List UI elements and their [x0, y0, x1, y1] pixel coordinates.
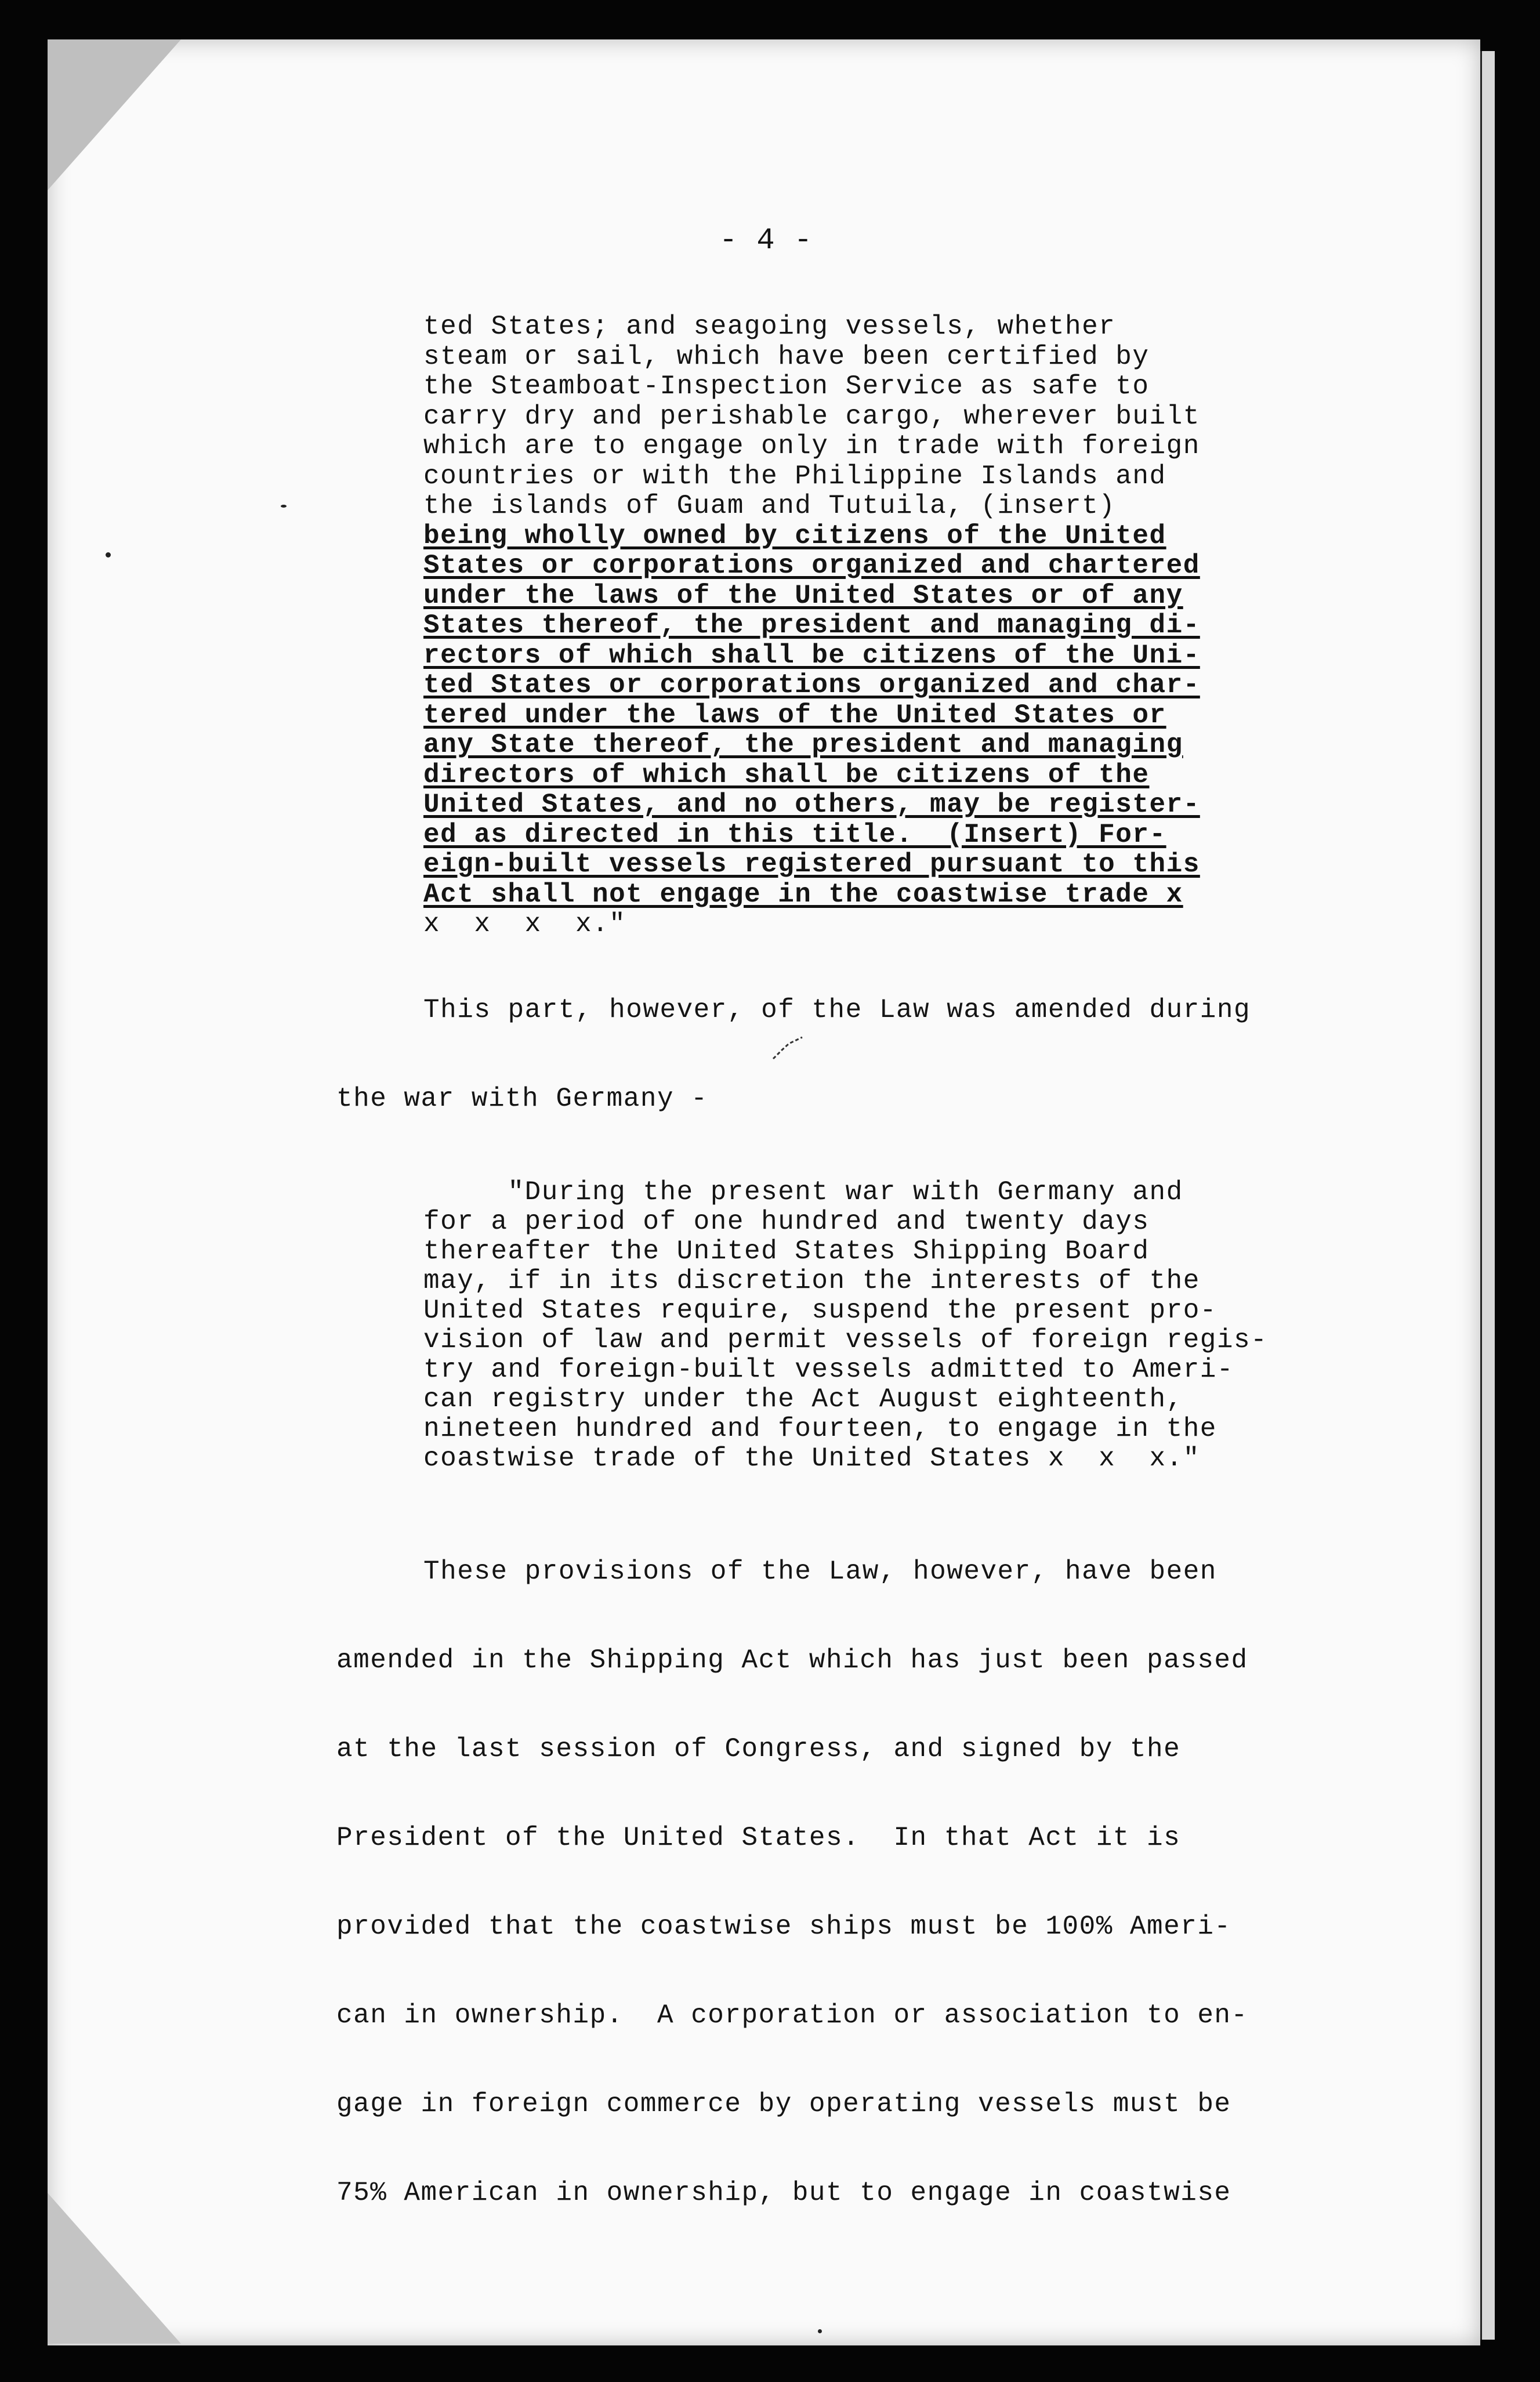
paragraph-line: at the last session of Congress, and signed by the [336, 1734, 1181, 1764]
quoted-block-wartime-provision [423, 1178, 1267, 1474]
underlined-inserted-line: Act shall not engage in the coastwise trade x [423, 879, 1183, 910]
block-line: nineteen hundred and fourteen, to engage in the [423, 1414, 1217, 1444]
underlined-inserted-line: States or corporations organized and chartered [423, 551, 1200, 581]
underlined-inserted-line: directors of which shall be citizens of the [423, 759, 1150, 790]
paragraph-line: 75% American in ownership, but to engage in coastwise [336, 2178, 1231, 2208]
page-number: - 4 - [719, 223, 813, 258]
underlined-inserted-line: States thereof, the president and managing di- [423, 610, 1200, 640]
block-line: vision of law and permit vessels of foreign regis- [423, 1325, 1268, 1355]
block-line: x x x x." [423, 909, 626, 939]
block-line: can registry under the Act August eighteenth, [423, 1384, 1183, 1414]
block-line: steam or sail, which have been certified by [423, 341, 1150, 372]
underlined-inserted-line: rectors of which shall be citizens of the Uni- [423, 640, 1200, 671]
block-line: for a period of one hundred and twenty days [423, 1207, 1150, 1237]
block-line: United States require, suspend the present pro- [423, 1295, 1217, 1326]
paragraph-1-line-2: the war with Germany - [336, 1084, 708, 1114]
quoted-block-statute [423, 312, 1200, 940]
underlined-inserted-line: under the laws of the United States or of any [423, 580, 1183, 611]
block-line: ted States; and seagoing vessels, whether [423, 312, 1116, 342]
paragraph-line: gage in foreign commerce by operating vessels must be [336, 2089, 1231, 2119]
block-line: countries or with the Philippine Islands and [423, 461, 1166, 491]
scan-speck [818, 2329, 822, 2333]
block-line: thereafter the United States Shipping Board [423, 1236, 1150, 1266]
paragraph-line: provided that the coastwise ships must be 100% Ameri- [336, 1912, 1231, 1942]
paragraph-2 [336, 1527, 1248, 2238]
underlined-inserted-line: tered under the laws of the United States or [423, 700, 1166, 730]
block-line: carry dry and perishable cargo, wherever built [423, 401, 1200, 432]
page-edge [1480, 51, 1495, 2340]
block-line: which are to engage only in trade with foreign [423, 431, 1200, 461]
scan-speck [106, 552, 111, 558]
block-line: the Steamboat-Inspection Service as safe to [423, 371, 1150, 401]
scan-speck [281, 505, 287, 508]
paragraph-line: can in ownership. A corporation or association to en- [336, 2000, 1248, 2030]
underlined-inserted-line: ted States or corporations organized and char- [423, 670, 1200, 700]
block-line: "During the present war with Germany and [423, 1177, 1183, 1207]
folded-corner-top [48, 39, 181, 190]
folded-corner-bottom [48, 2193, 181, 2344]
pen-mark [770, 1036, 805, 1062]
underlined-inserted-line: being wholly owned by citizens of the United [423, 520, 1166, 551]
underlined-inserted-line: ed as directed in this title. (Insert) For- [423, 819, 1166, 850]
block-line: may, if in its discretion the interests of the [423, 1266, 1200, 1296]
block-line: coastwise trade of the United States x x x." [423, 1443, 1200, 1474]
underlined-inserted-line: eign-built vessels registered pursuant to this [423, 849, 1200, 879]
block-line: try and foreign-built vessels admitted to Ameri- [423, 1355, 1234, 1385]
underlined-inserted-line: United States, and no others, may be register- [423, 790, 1200, 820]
paragraph-line: President of the United States. In that Act it is [336, 1823, 1181, 1853]
paragraph-1-line-1: This part, however, of the Law was amended during [423, 995, 1251, 1025]
underlined-inserted-line: any State thereof, the president and managing [423, 730, 1183, 760]
paragraph-line: amended in the Shipping Act which has just been passed [336, 1645, 1248, 1675]
paragraph-line: These provisions of the Law, however, have been [423, 1556, 1217, 1587]
block-line: the islands of Guam and Tutuila, (insert) [423, 491, 1116, 521]
